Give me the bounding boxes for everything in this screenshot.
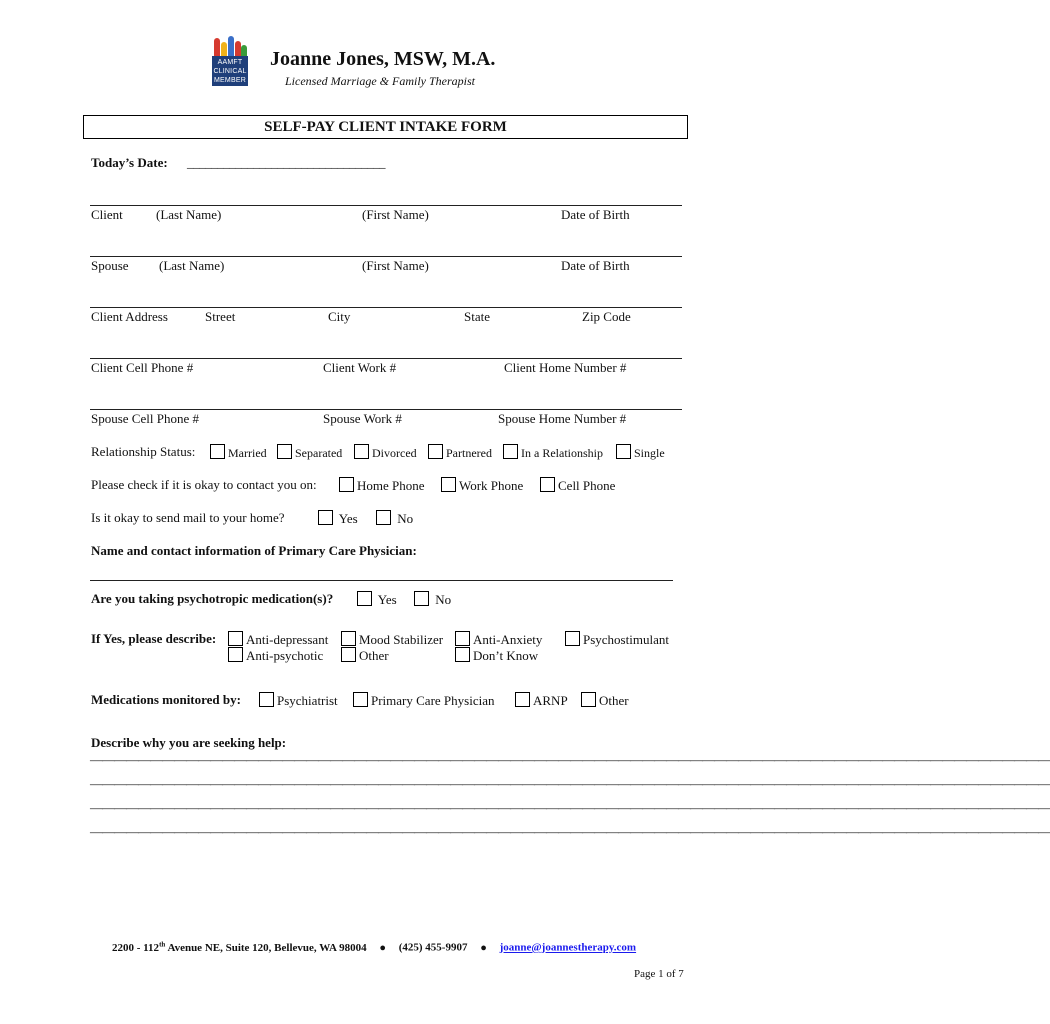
form-title: SELF-PAY CLIENT INTAKE FORM (83, 115, 688, 139)
partnered-checkbox[interactable] (428, 444, 443, 459)
state-label: State (464, 309, 490, 324)
street-label: Street (205, 309, 236, 324)
relationship-status-label: Relationship Status: (91, 444, 196, 459)
bullet-icon: ● (379, 941, 386, 954)
spouse-dob-label: Date of Birth (561, 258, 630, 273)
describe-meds-label: If Yes, please describe: (91, 631, 217, 646)
psychostimulant-checkbox[interactable] (565, 631, 580, 646)
spouse-label: Spouse (91, 258, 129, 273)
physician-label: Name and contact information of Primary Care Physician: (91, 543, 417, 558)
arnp-checkbox[interactable] (515, 692, 530, 707)
divorced-checkbox[interactable] (354, 444, 369, 459)
client-work-label: Client Work # (323, 360, 397, 375)
psychotropic-no-checkbox[interactable] (414, 591, 429, 606)
psychotropic-yes-option[interactable]: Yes (357, 591, 397, 608)
page-number: Page 1 of 7 (634, 968, 684, 980)
psychotropic-label: Are you taking psychotropic medication(s)? (91, 591, 334, 606)
contact-work-phone-option[interactable]: Work Phone (441, 477, 523, 494)
client-label: Client (91, 207, 123, 222)
primary-care-checkbox[interactable] (353, 692, 368, 707)
spouse-phone-field-line[interactable] (90, 409, 682, 410)
antipsychotic-checkbox[interactable] (228, 647, 243, 662)
contact-permission-label: Please check if it is okay to contact you on: (91, 477, 317, 492)
relationship-married-option[interactable]: Married (210, 444, 267, 461)
spouse-name-field-line[interactable] (90, 256, 682, 257)
med-antidepressant-option[interactable]: Anti-depressant (228, 631, 328, 648)
seeking-help-label: Describe why you are seeking help: (91, 735, 287, 750)
psychiatrist-checkbox[interactable] (259, 692, 274, 707)
monitored-psychiatrist-option[interactable]: Psychiatrist (259, 692, 338, 709)
footer-address: 2200 - 112th Avenue NE, Suite 120, Bellevue, WA 98004 (112, 940, 367, 954)
client-phone-field-line[interactable] (90, 358, 682, 359)
anti-anxiety-checkbox[interactable] (455, 631, 470, 646)
client-name-field-line[interactable] (90, 205, 682, 206)
client-cell-label: Client Cell Phone # (91, 360, 194, 375)
med-dont-know-option[interactable]: Don’t Know (455, 647, 538, 664)
mail-no-option[interactable]: No (376, 510, 413, 527)
mail-permission-label: Is it okay to send mail to your home? (91, 510, 285, 525)
monitored-other-checkbox[interactable] (581, 692, 596, 707)
relationship-partnered-option[interactable]: Partnered (428, 444, 492, 461)
todays-date-field[interactable]: _________________________________ (187, 155, 385, 170)
relationship-separated-option[interactable]: Separated (277, 444, 342, 461)
monitored-arnp-option[interactable]: ARNP (515, 692, 568, 709)
in-relationship-checkbox[interactable] (503, 444, 518, 459)
married-checkbox[interactable] (210, 444, 225, 459)
psychotropic-yes-checkbox[interactable] (357, 591, 372, 606)
spouse-first-name-label: (First Name) (362, 258, 429, 273)
bullet-icon: ● (480, 941, 487, 954)
therapist-credentials: Licensed Marriage & Family Therapist (285, 74, 475, 88)
med-other-option[interactable]: Other (341, 647, 389, 664)
client-dob-label: Date of Birth (561, 207, 630, 222)
monitored-pcp-option[interactable]: Primary Care Physician (353, 692, 494, 709)
footer-phone: (425) 455-9907 (398, 941, 468, 954)
psychotropic-no-option[interactable]: No (414, 591, 451, 608)
monitored-other-option[interactable]: Other (581, 692, 629, 709)
zip-code-label: Zip Code (582, 309, 631, 324)
cell-phone-checkbox[interactable] (540, 477, 555, 492)
work-phone-checkbox[interactable] (441, 477, 456, 492)
client-address-label: Client Address (91, 309, 168, 324)
todays-date-label: Today’s Date: (91, 155, 168, 170)
mood-stabilizer-checkbox[interactable] (341, 631, 356, 646)
city-label: City (328, 309, 351, 324)
relationship-divorced-option[interactable]: Divorced (354, 444, 417, 461)
seeking-help-line-2[interactable]: ———————————————————————————————————————————————————————————————————————————————— (90, 776, 1050, 791)
spouse-last-name-label: (Last Name) (159, 258, 225, 273)
contact-home-phone-option[interactable]: Home Phone (339, 477, 425, 494)
family-figures-icon (212, 34, 248, 56)
client-home-label: Client Home Number # (504, 360, 627, 375)
antidepressant-checkbox[interactable] (228, 631, 243, 646)
med-anti-anxiety-option[interactable]: Anti-Anxiety (455, 631, 542, 648)
footer-email-link[interactable]: joanne@joannestherapy.com (499, 941, 637, 954)
separated-checkbox[interactable] (277, 444, 292, 459)
med-mood-stabilizer-option[interactable]: Mood Stabilizer (341, 631, 443, 648)
mail-yes-option[interactable]: Yes (318, 510, 358, 527)
physician-field-line[interactable] (90, 580, 673, 581)
aamft-logo (212, 34, 248, 86)
home-phone-checkbox[interactable] (339, 477, 354, 492)
dont-know-checkbox[interactable] (455, 647, 470, 662)
relationship-single-option[interactable]: Single (616, 444, 665, 461)
monitored-by-label: Medications monitored by: (91, 692, 241, 707)
address-field-line[interactable] (90, 307, 682, 308)
mail-no-checkbox[interactable] (376, 510, 391, 525)
spouse-cell-label: Spouse Cell Phone # (91, 411, 199, 426)
mail-yes-checkbox[interactable] (318, 510, 333, 525)
client-last-name-label: (Last Name) (156, 207, 222, 222)
seeking-help-line-4[interactable]: ———————————————————————————————————————————————————————————————————————————————— (90, 824, 1050, 839)
therapist-name: Joanne Jones, MSW, M.A. (270, 48, 496, 70)
spouse-home-label: Spouse Home Number # (498, 411, 627, 426)
client-first-name-label: (First Name) (362, 207, 429, 222)
med-psychostimulant-option[interactable]: Psychostimulant (565, 631, 669, 648)
med-antipsychotic-option[interactable]: Anti-psychotic (228, 647, 323, 664)
contact-cell-phone-option[interactable]: Cell Phone (540, 477, 615, 494)
logo-text: AAMFT CLINICAL MEMBER (213, 59, 247, 84)
single-checkbox[interactable] (616, 444, 631, 459)
seeking-help-line-3[interactable]: ———————————————————————————————————————————————————————————————————————————————— (90, 800, 1050, 815)
seeking-help-line-1[interactable]: ———————————————————————————————————————————————————————————————————————————————— (90, 752, 1050, 767)
spouse-work-label: Spouse Work # (323, 411, 402, 426)
relationship-in-relationship-option[interactable]: In a Relationship (503, 444, 603, 461)
med-other-checkbox[interactable] (341, 647, 356, 662)
footer (112, 940, 636, 954)
